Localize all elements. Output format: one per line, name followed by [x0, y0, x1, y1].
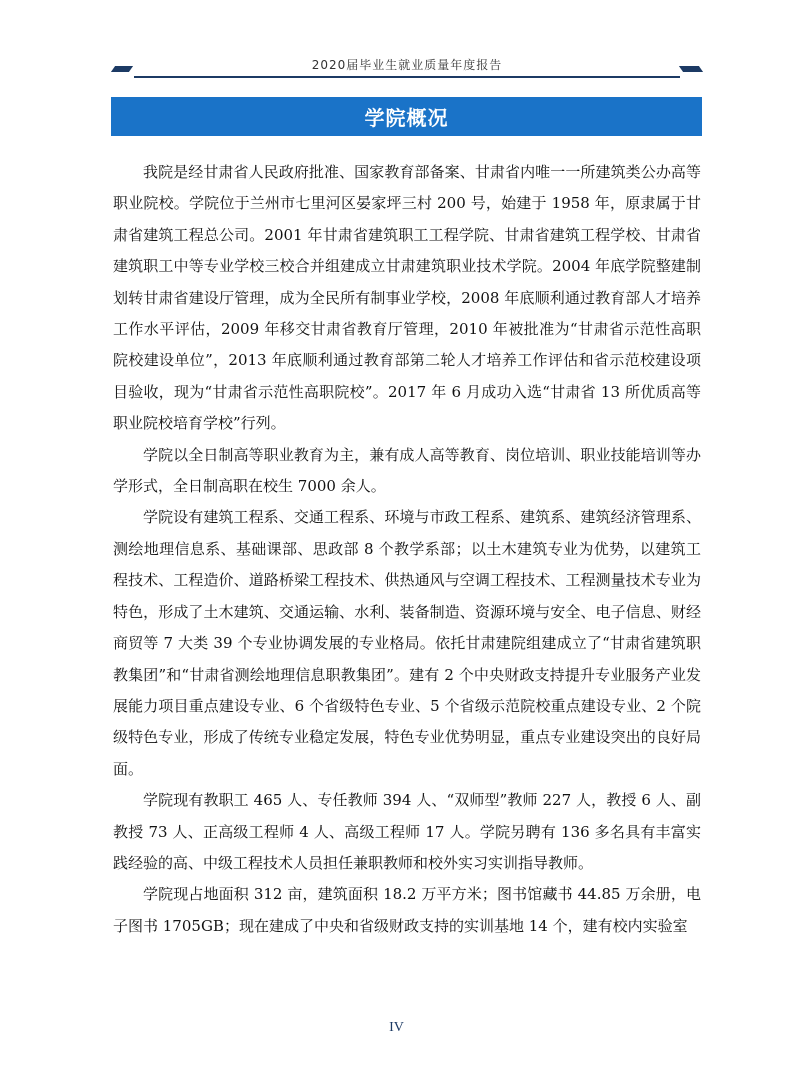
paragraph-education-forms: 学院以全日制高等职业教育为主，兼有成人高等教育、岗位培训、职业技能培训等办学形式，全日制高职在校生 7000 余人。 [113, 445, 701, 496]
header-left-accent [111, 66, 133, 72]
paragraph-departments: 学院设有建筑工程系、交通工程系、环境与市政工程系、建筑系、建筑经济管理系、测绘地理信息系、基础课部、思政部 8 个教学系部；以土木建筑专业为优势，以建筑工程技术、工程造价、道路桥梁工程技术、供热通风与空调工程技术、工程测量技术专业为特色，形成了土木建筑、交通运输、水利、装备制造、资源环境与安全、电子信息、财经商贸等 7 大类 39 个专业协调发展的专业格局。依托甘肃建院组建成立了“甘肃省建筑职教集团”和“甘肃省测绘地理信息职教集团”。建有 2 个中央财政支持提升专业服务产业发展能力项目重点建设专业、6 个省级特色专业、5 个省级示范院校重点建设专业、2 个院级特色专业，形成了传统专业稳定发展，特色专业优势明显，重点专业建设突出的良好局面。 [113, 508, 701, 778]
paragraph-history: 我院是经甘肃省人民政府批准、国家教育部备案、甘肃省内唯一一所建筑类公办高等职业院校。学院位于兰州市七里河区晏家坪三村 200 号，始建于 1958 年，原隶属于甘肃省建筑工程总公司。2001 年甘肃省建筑职工工程学院、甘肃省建筑工程学校、甘肃省建筑职工中等专业学校三校合并组建成立甘肃建筑职业技术学院。2004 年底学院整建制划转甘肃省建设厅管理，成为全民所有制事业学校，2008 年底顺利通过教育部人才培养工作水平评估，2009 年移交甘肃省教育厅管理，2010 年被批准为“甘肃省示范性高职院校建设单位”，2013 年底顺利通过教育部第二轮人才培养工作评估和省示范校建设项目验收，现为“甘肃省示范性高职院校”。2017 年 6 月成功入选“甘肃省 13 所优质高等职业院校培育学校”行列。 [113, 163, 701, 433]
section-banner [111, 97, 702, 136]
page-number: IV [389, 1020, 404, 1035]
running-header-title: 2020届毕业生就业质量年度报告 [311, 58, 503, 72]
paragraph-facilities: 学院现占地面积 312 亩，建筑面积 18.2 万平方米；图书馆藏书 44.85 万余册，电子图书 1705GB；现在建成了中央和省级财政支持的实训基地 14 个，建有校内实验室 [113, 885, 701, 935]
paragraph-faculty: 学院现有教职工 465 人、专任教师 394 人、“双师型”教师 227 人，教授 6 人、副教授 73 人、正高级工程师 4 人、高级工程师 17 人。学院另聘有 136 多名具有丰富实践经验的高、中级工程技术人员担任兼职教师和校外实习实训指导教师。 [113, 791, 701, 872]
section-title: 学院概况 [364, 106, 449, 130]
body-text [113, 157, 701, 942]
header-rule [134, 76, 680, 78]
header-right-accent [679, 66, 703, 72]
